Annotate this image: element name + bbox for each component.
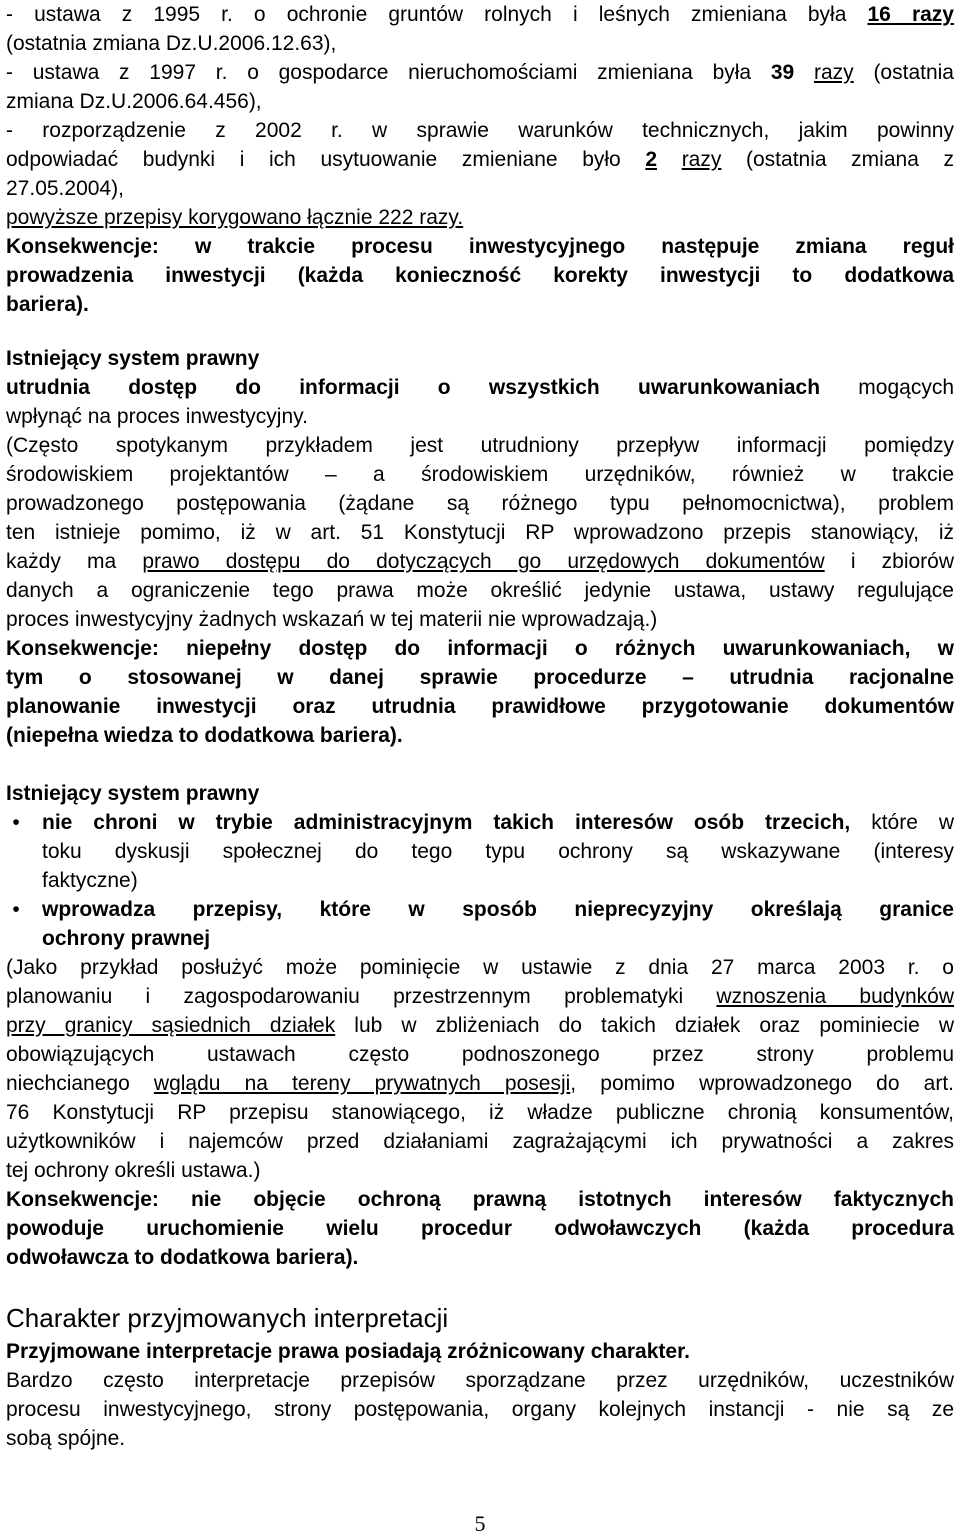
consequence-line: prowadzenia inwestycji (każda konieczność korekty inwestycji to dodatkowa bbox=[6, 264, 954, 287]
text-span: planowaniu i zagospodarowaniu przestrzennym problematyki bbox=[6, 985, 717, 1008]
paragraph-line: Bardzo często interpretacje przepisów sporządzane przez urzędników, uczestników bbox=[6, 1369, 954, 1392]
bullet-text bbox=[42, 808, 954, 837]
paragraph-line: proces inwestycyjny żadnych wskazań w tej materii nie wprowadzają.) bbox=[6, 608, 658, 631]
consequence-line: Konsekwencje: nie objęcie ochroną prawną istotnych interesów faktycznych bbox=[6, 1188, 954, 1211]
amend-count: 16 razy bbox=[867, 3, 954, 26]
paragraph-line: procesu inwestycyjnego, strony postępowania, organy kolejnych instancji - nie są ze bbox=[6, 1398, 954, 1421]
text-span: każdy ma bbox=[6, 550, 143, 573]
paragraph-line: ten istnieje pomimo, iż w art. 51 Konstytucji RP wprowadzono przepis stanowiący, iż bbox=[6, 521, 954, 544]
bullet-icon: • bbox=[12, 898, 20, 921]
amend-line-2: (ostatnia zmiana Dz.U.2006.12.63), bbox=[6, 32, 337, 55]
text-span: , pomimo wprowadzonego do art. bbox=[570, 1072, 954, 1095]
paragraph-line bbox=[6, 547, 954, 576]
amend-line-1 bbox=[6, 0, 954, 29]
amend-count: 39 bbox=[770, 61, 795, 84]
bullet-text-line: ochrony prawnej bbox=[42, 927, 211, 950]
paragraph-line: (Często spotykanym przykładem jest utrudniony przepływ informacji pomiędzy bbox=[6, 434, 954, 457]
amend-line-6 bbox=[6, 145, 954, 174]
bullet-item bbox=[6, 808, 954, 837]
bullet-item bbox=[6, 895, 954, 924]
consequence-line: Konsekwencje: niepełny dostęp do informacji o różnych uwarunkowaniach, w bbox=[6, 637, 954, 660]
bullet-icon: • bbox=[12, 811, 20, 834]
consequence-line: Konsekwencje: w trakcie procesu inwestycyjnego następuje zmiana reguł bbox=[6, 235, 954, 258]
text-span: i zbiorów bbox=[824, 550, 955, 573]
consequence-line: planowanie inwestycji oraz utrudnia prawidłowe przygotowanie dokumentów bbox=[6, 695, 954, 718]
section-heading: Istniejący system prawny bbox=[6, 782, 260, 805]
amend-line-7: 27.05.2004), bbox=[6, 177, 124, 200]
text-span: niechcianego bbox=[6, 1072, 154, 1095]
section4-lead: Przyjmowane interpretacje prawa posiadają zróżnicowany charakter. bbox=[6, 1340, 690, 1363]
amend-line-3 bbox=[6, 58, 954, 87]
text-span bbox=[657, 148, 682, 171]
section-title: Charakter przyjmowanych interpretacji bbox=[6, 1303, 449, 1333]
paragraph-line bbox=[6, 1011, 954, 1040]
text-span: - ustawa z 1995 r. o ochronie gruntów rolnych i leśnych zmieniana była bbox=[6, 3, 868, 26]
text-span bbox=[794, 61, 814, 84]
paragraph-line: użytkowników i najemców przed działaniami zagrażającymi ich prywatności a zakres bbox=[6, 1130, 954, 1153]
bullet-text-line: toku dyskusji społecznej do tego typu ochrony są wskazywane (interesy bbox=[42, 840, 954, 863]
paragraph-line: sobą spójne. bbox=[6, 1427, 126, 1450]
text-span: lub w zbliżeniach do takich działek oraz pominiecie w bbox=[335, 1014, 954, 1037]
page-number: 5 bbox=[474, 1511, 486, 1536]
text-span: które w bbox=[850, 811, 954, 834]
text-span: razy bbox=[681, 148, 722, 171]
text-span: (ostatnia zmiana z bbox=[721, 148, 954, 171]
paragraph-line bbox=[6, 982, 954, 1011]
paragraph-line: środowiskiem projektantów – a środowiskiem urzędników, również w trakcie bbox=[6, 463, 954, 486]
amend-count: 2 bbox=[645, 148, 658, 171]
underlined-text: wznoszenia budynków bbox=[716, 985, 954, 1008]
amend-summary: powyższe przepisy korygowano łącznie 222 razy. bbox=[6, 206, 464, 229]
consequence-line: tym o stosowanej w danej sprawie procedurze – utrudnia racjonalne bbox=[6, 666, 954, 689]
paragraph-line: 76 Konstytucji RP przepisu stanowiącego, iż władze publiczne chronią konsumentów, bbox=[6, 1101, 954, 1124]
consequence-line: (niepełna wiedza to dodatkowa bariera). bbox=[6, 724, 403, 747]
paragraph-line: tej ochrony określi ustawa.) bbox=[6, 1159, 261, 1182]
section2-line-1 bbox=[6, 373, 954, 402]
text-span: odpowiadać budynki i ich usytuowanie zmieniane było bbox=[6, 148, 646, 171]
paragraph-line: prowadzonego postępowania (żądane są różnego typu pełnomocnictwa), problem bbox=[6, 492, 954, 515]
underlined-text: prawo dostępu do dotyczących go urzędowych dokumentów bbox=[142, 550, 825, 573]
underlined-text: wglądu na tereny prywatnych posesji bbox=[153, 1072, 571, 1095]
text-span: razy bbox=[814, 61, 854, 84]
bold-text: nie chroni w trybie administracyjnym takich interesów osób trzecich, bbox=[42, 811, 851, 834]
amend-line-4: zmiana Dz.U.2006.64.456), bbox=[6, 90, 262, 113]
paragraph-line: danych a ograniczenie tego prawa może określić jedynie ustawa, ustawy regulujące bbox=[6, 579, 954, 602]
text-span: - ustawa z 1997 r. o gospodarce nieruchomościami zmieniana była bbox=[6, 61, 771, 84]
paragraph-line bbox=[6, 1069, 954, 1098]
section2-line-2: wpłynąć na proces inwestycyjny. bbox=[6, 405, 308, 428]
underlined-text: przy granicy sąsiednich działek bbox=[6, 1014, 336, 1037]
paragraph-line: (Jako przykład posłużyć może pominięcie w ustawie z dnia 27 marca 2003 r. o bbox=[6, 956, 954, 979]
consequence-line: odwoławcza to dodatkowa bariera). bbox=[6, 1246, 359, 1269]
consequence-line: powoduje uruchomienie wielu procedur odwoławczych (każda procedura bbox=[6, 1217, 954, 1240]
amend-line-5: - rozporządzenie z 2002 r. w sprawie warunków technicznych, jakim powinny bbox=[6, 119, 954, 142]
bullet-text-line: faktyczne) bbox=[42, 869, 138, 892]
bold-text: utrudnia dostęp do informacji o wszystkich uwarunkowaniach bbox=[6, 376, 821, 399]
text-span: mogących bbox=[820, 376, 954, 399]
section-heading: Istniejący system prawny bbox=[6, 347, 260, 370]
paragraph-line: obowiązujących ustawach często podnoszonego przez strony problemu bbox=[6, 1043, 954, 1066]
bullet-text: wprowadza przepisy, które w sposób nieprecyzyjny określają granice bbox=[42, 898, 954, 921]
text-span: (ostatnia bbox=[853, 61, 954, 84]
consequence-line: bariera). bbox=[6, 293, 89, 316]
